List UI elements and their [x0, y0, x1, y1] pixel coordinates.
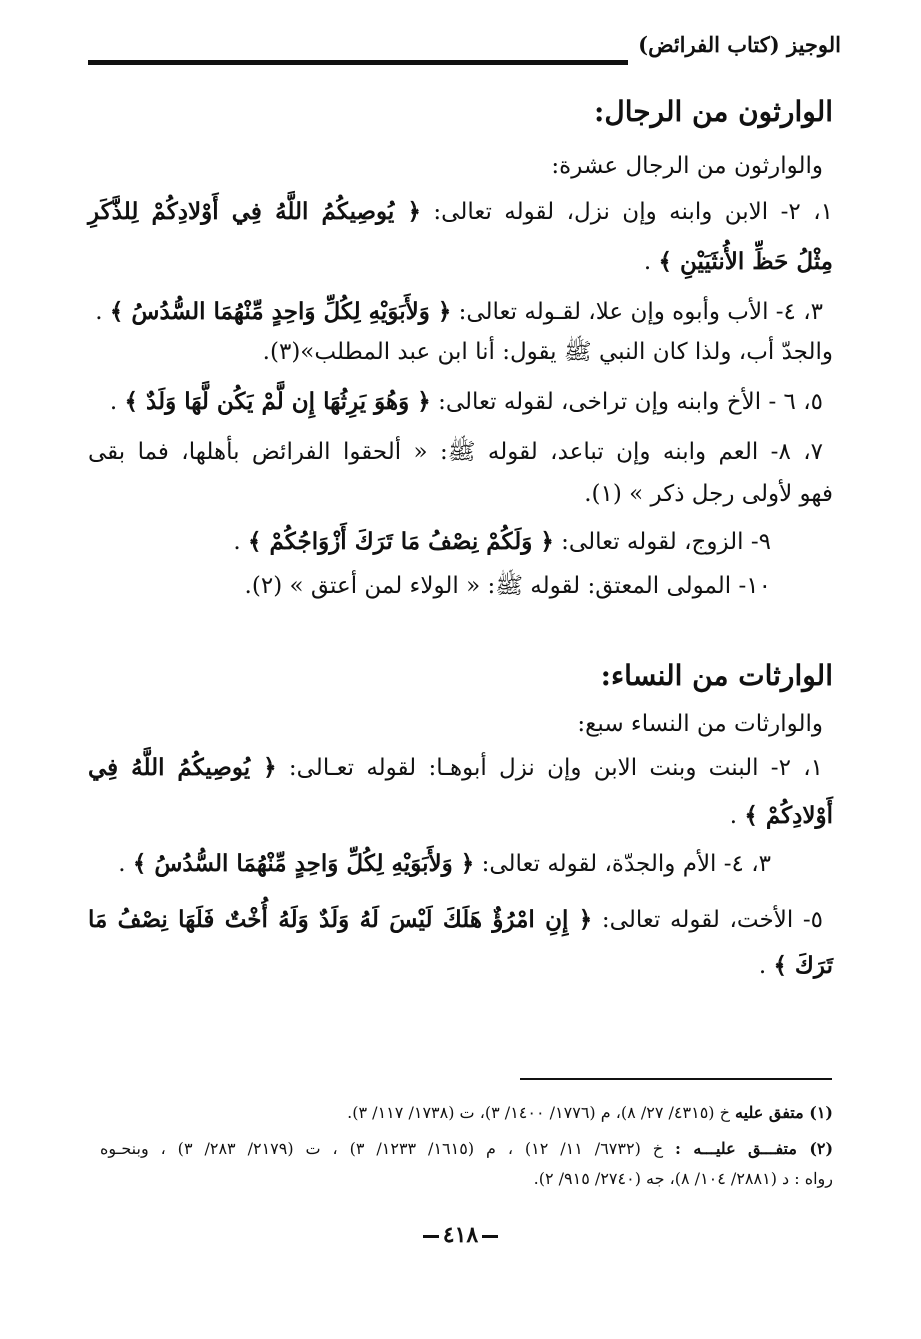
women-item-3-4-end: . — [118, 851, 126, 877]
men-item-1-2-verse-b: مِثْلُ حَظِّ الأُنثَيَيْنِ ﴾ — [658, 248, 833, 275]
men-item-3-4-end: . — [95, 299, 103, 325]
men-item-9-end: . — [233, 529, 241, 555]
page-number — [0, 1222, 921, 1248]
men-item-1-2-verse-a: ﴿ يُوصِيكُمُ اللَّهُ فِي أَوْلادِكُمْ لِلذَّكَرِ — [88, 198, 421, 225]
footnote-1 — [100, 1098, 833, 1128]
women-item-3-4-text: ٣، ٤- الأم والجدّة، لقوله تعالى: — [481, 851, 771, 877]
women-item-3-4-verse: ﴿ وَلأَبَوَيْهِ لِكُلِّ وَاحِدٍ مِّنْهُمَا السُّدُسُ ﴾ — [132, 850, 475, 877]
women-item-1-2-end: . — [729, 803, 738, 829]
men-item-9-text: ٩- الزوج، لقوله تعالى: — [561, 529, 771, 555]
women-heading: الوارثات من النساء: — [600, 659, 833, 692]
women-item-3-4-line — [88, 844, 771, 884]
men-item-7-8-line-2: فهو لأولى رجل ذكر » (١). — [584, 481, 833, 507]
women-item-5-line-1 — [88, 900, 823, 940]
women-item-5-verse-b: تَرَكَ ﴾ — [773, 952, 833, 979]
header-rule — [88, 60, 628, 65]
women-item-1-2-verse-a: ﴿ يُوصِيكُمُ اللَّهُ فِي — [88, 754, 277, 781]
men-item-5-6-line — [88, 382, 823, 422]
men-item-3-4-verse: ﴿ وَلأَبَوَيْهِ لِكُلِّ وَاحِدٍ مِّنْهُمَا السُّدُسُ ﴾ — [109, 298, 452, 325]
page-number-dash-left — [423, 1235, 439, 1238]
men-intro: والوارثون من الرجال عشرة: — [551, 153, 823, 179]
women-item-1-2-text: ١، ٢- البنت وبنت الابن وإن نزل أبوهـا: لقوله تعـالى: — [288, 755, 823, 781]
men-item-9-verse: ﴿ وَلَكُمْ نِصْفُ مَا تَرَكَ أَزْوَاجُكُمْ ﴾ — [247, 528, 554, 555]
men-item-10-line: ١٠- المولى المعتق: لقوله ﷺ: « الولاء لمن أعتق » (٢). — [244, 573, 771, 599]
women-item-1-2-line-1 — [88, 748, 823, 788]
footnote-2-text: خ (٦٧٣٢/ ١١/ ١٢) ، م (١٦١٥/ ١٢٣٣/ ٣) ، ت (٢١٧٩/ ٢٨٣/ ٣) ، وبنحـوه — [100, 1139, 664, 1158]
women-item-1-2-line-2 — [88, 796, 833, 836]
women-item-5-text: ٥- الأخت، لقوله تعالى: — [601, 907, 824, 933]
men-heading: الوارثون من الرجال: — [594, 95, 833, 128]
footnote-2-continuation: رواه : د (٢٨٨١/ ١٠٤/ ٨)، جه (٢٧٤٠/ ٩١٥/ ٢). — [533, 1169, 833, 1188]
footnote-2 — [100, 1134, 833, 1164]
men-item-5-6-verse: ﴿ وَهُوَ يَرِثُهَا إِن لَّمْ يَكُن لَّهَا وَلَدٌ ﴾ — [124, 388, 431, 415]
men-item-3-4-text: ٣، ٤- الأب وأبوه وإن علا، لقـوله تعالى: — [458, 299, 823, 325]
women-intro: والوارثات من النساء سبع: — [577, 711, 823, 737]
men-item-9-line — [88, 522, 771, 562]
running-header-title: الوجيز (كتاب الفرائض) — [638, 32, 841, 57]
men-item-1-2-end: . — [643, 249, 652, 275]
women-item-5-line-2 — [88, 946, 833, 986]
men-item-3-4-line-2: والجدّ أب، ولذا كان النبي ﷺ يقول: أنا ابن عبد المطلب»(٣). — [262, 339, 833, 365]
men-item-1-2-text: ١، ٢- الابن وابنه وإن نزل، لقوله تعالى: — [433, 199, 834, 225]
footnote-2-label: (٢) متفـــق عليـــه : — [675, 1139, 834, 1158]
men-item-5-6-end: . — [109, 389, 118, 415]
men-item-1-2-line-1 — [88, 192, 833, 232]
men-item-5-6-text: ٥، ٦ - الأخ وابنه وإن تراخى، لقوله تعالى: — [438, 389, 823, 415]
men-item-7-8-line-1: ٧، ٨- العم وابنه وإن تباعد، لقوله ﷺ: « ألحقوا الفرائض بأهلها، فما بقى — [88, 439, 824, 465]
women-item-5-verse-a: ﴿ إِنِ امْرُؤٌ هَلَكَ لَيْسَ لَهُ وَلَدٌ وَلَهُ أُخْتٌ فَلَهَا نِصْفُ مَا — [88, 906, 593, 933]
men-item-1-2-line-2 — [88, 242, 833, 282]
women-item-1-2-verse-b: أَوْلادِكُمْ ﴾ — [744, 802, 833, 829]
page-number-value: ٤١٨ — [442, 1222, 479, 1248]
women-item-5-end: . — [758, 953, 767, 979]
footnote-1-text: خ (٤٣١٥/ ٢٧/ ٨)، م (١٧٧٦/ ١٤٠٠/ ٣)، ت (١٧٣٨/ ١١٧/ ٣). — [347, 1103, 730, 1122]
footnote-1-label: (١) متفق عليه — [735, 1103, 833, 1122]
page-number-dash-right — [482, 1235, 498, 1238]
men-item-3-4-line-1 — [88, 292, 823, 332]
footnote-rule — [520, 1078, 832, 1080]
